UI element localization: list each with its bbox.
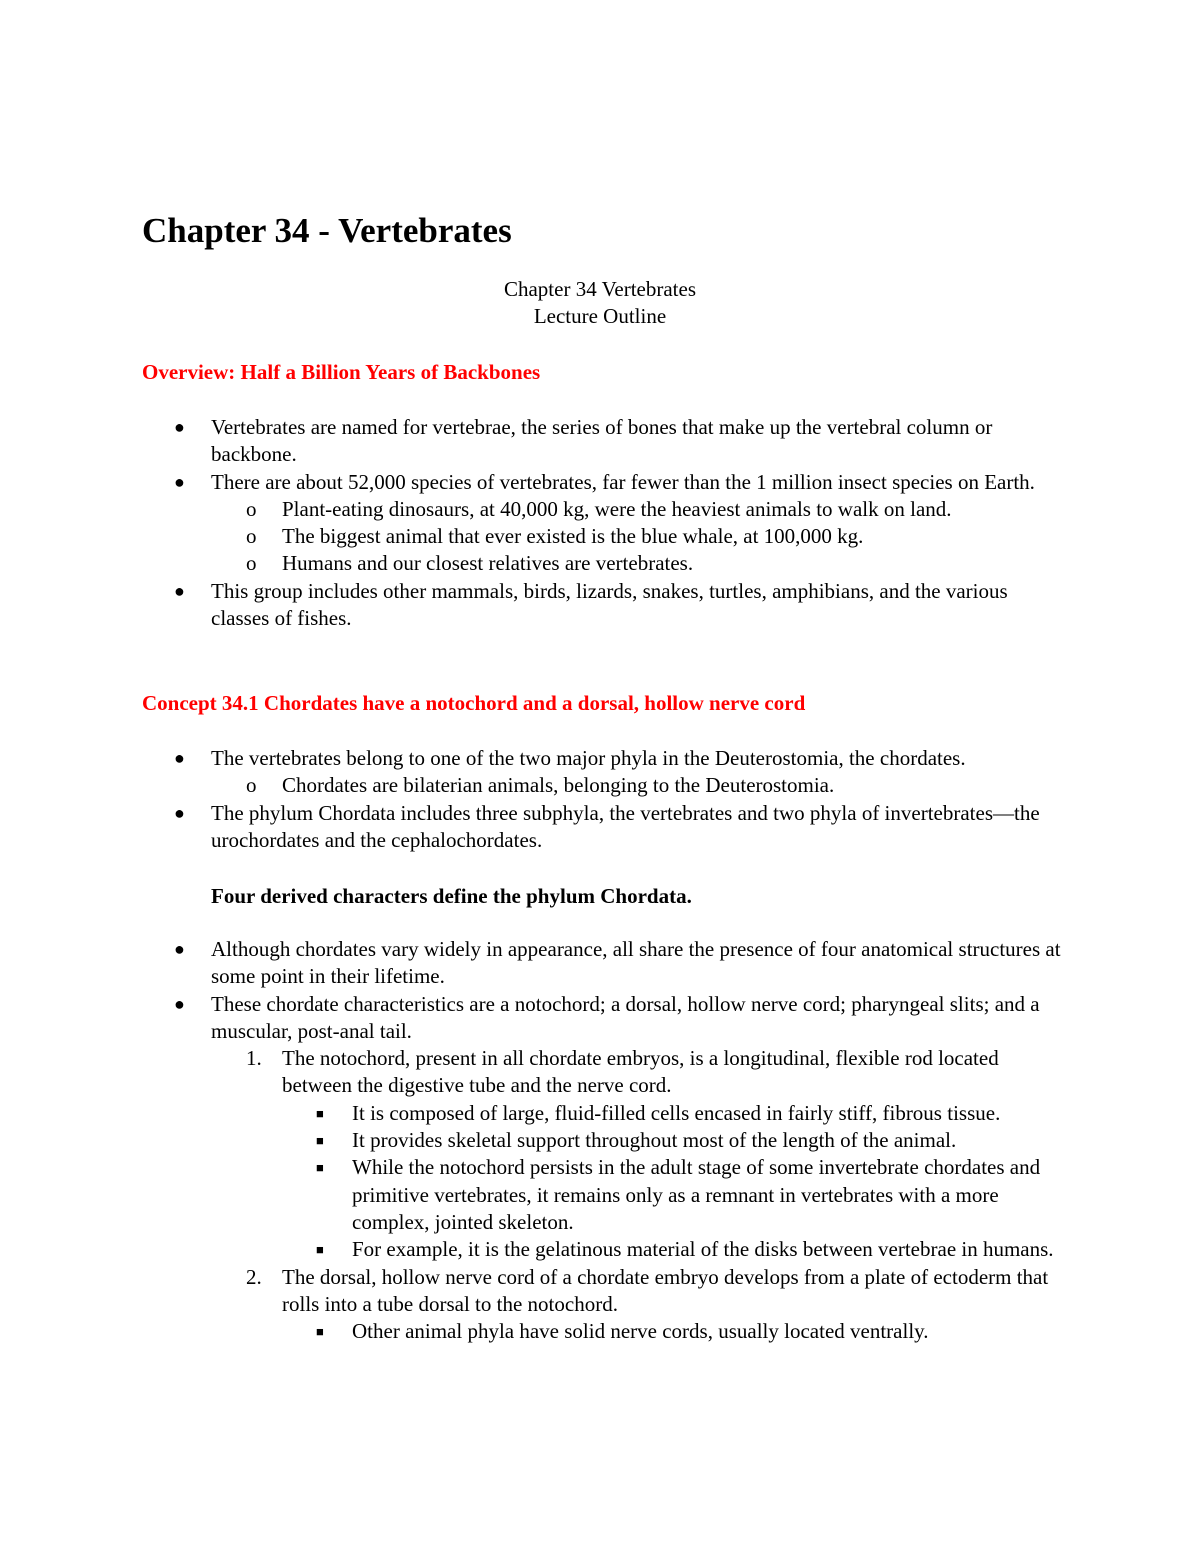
subtitle-block: [0, 276, 1200, 330]
list-item-text: The phylum Chordata includes three subphyla, the vertebrates and two phyla of invertebrates—the urochordates and the cephalochordates.: [211, 800, 1040, 852]
list-item: [0, 1127, 1072, 1154]
subtitle-line-2: Lecture Outline: [533, 304, 667, 328]
list-item: [0, 745, 1071, 772]
list-item-text: Vertebrates are named for vertebrae, the series of bones that make up the vertebral column or backbone.: [211, 415, 993, 467]
list-item: [0, 414, 1071, 469]
list-item: [0, 1100, 1072, 1127]
list-item: [0, 936, 1071, 991]
circle-bullet-icon: o: [246, 773, 257, 798]
list-item-text: For example, it is the gelatinous material of the disks between vertebrae in humans.: [352, 1237, 1054, 1262]
list-item: [0, 496, 1072, 523]
list-item-text: Humans and our closest relatives are vertebrates.: [282, 551, 694, 576]
square-bullet-icon: ■: [316, 1242, 324, 1258]
overview-heading: Overview: Half a Billion Years of Backbones: [142, 360, 541, 384]
bullet-icon: ●: [174, 580, 185, 601]
subtitle-line-1: Chapter 34 Vertebrates: [503, 277, 697, 301]
bullet-icon: ●: [174, 939, 185, 959]
document-title: Chapter 34 - Vertebrates: [142, 211, 512, 250]
overview-list: [0, 414, 1200, 632]
list-item: [0, 800, 1071, 855]
list-item-text: Although chordates vary widely in appearance, all share the presence of four anatomical structures at some point in their lifetime.: [211, 937, 1061, 989]
list-item: [0, 991, 1071, 1046]
list-item-text: It provides skeletal support throughout most of the length of the animal.: [352, 1128, 957, 1153]
bullet-icon: ●: [174, 748, 185, 768]
bullet-icon: ●: [174, 471, 185, 492]
list-item-text: Other animal phyla have solid nerve cords, usually located ventrally.: [352, 1319, 929, 1344]
list-item-text: The dorsal, hollow nerve cord of a chordate embryo develops from a plate of ectoderm that rolls into a tube dorsal to the notochord.: [282, 1264, 1049, 1316]
list-item-text: There are about 52,000 species of vertebrates, far fewer than the 1 million insect species on Earth.: [211, 469, 1035, 494]
list-item-text: While the notochord persists in the adult stage of some invertebrate chordates and primitive vertebrates, it remains only as a remnant in vertebrates with a more complex, jointed skeleton.: [352, 1155, 1041, 1234]
characters-list: [0, 936, 1200, 1345]
bullet-icon: ●: [174, 802, 185, 823]
circle-bullet-icon: o: [246, 524, 257, 549]
square-bullet-icon: ■: [316, 1160, 324, 1176]
circle-bullet-icon: o: [246, 551, 257, 576]
list-item-text: These chordate characteristics are a notochord; a dorsal, hollow nerve cord; pharyngeal slits; and a muscular, post-anal tail.: [211, 991, 1040, 1043]
section-subheading: Four derived characters define the phylum Chordata.: [211, 884, 692, 908]
square-bullet-icon: ■: [316, 1105, 324, 1121]
list-item: [0, 1154, 1072, 1236]
list-item-text: The vertebrates belong to one of the two major phyla in the Deuterostomia, the chordates.: [211, 746, 966, 770]
list-item-text: This group includes other mammals, birds, lizards, snakes, turtles, amphibians, and the various classes of fishes.: [211, 578, 1008, 631]
list-item-text: The biggest animal that ever existed is the blue whale, at 100,000 kg.: [282, 524, 864, 549]
list-number: 1.: [246, 1046, 262, 1071]
list-item: [0, 1264, 1072, 1319]
list-item: [0, 469, 1071, 496]
bullet-icon: ●: [174, 417, 185, 437]
square-bullet-icon: ■: [316, 1133, 324, 1149]
list-item: [0, 1318, 1072, 1345]
bullet-icon: ●: [174, 993, 185, 1014]
square-bullet-icon: ■: [316, 1324, 324, 1340]
list-item-text: It is composed of large, fluid-filled cells encased in fairly stiff, fibrous tissue.: [352, 1100, 1001, 1125]
list-item: [0, 523, 1072, 550]
list-item: [0, 1236, 1072, 1263]
list-item: [0, 550, 1072, 577]
concept-list: [0, 745, 1200, 854]
list-item-text: The notochord, present in all chordate embryos, is a longitudinal, flexible rod located between the digestive tube and the nerve cord.: [282, 1046, 999, 1098]
list-item-text: Plant-eating dinosaurs, at 40,000 kg, were the heaviest animals to walk on land.: [282, 496, 952, 521]
list-item: [0, 772, 1072, 799]
circle-bullet-icon: o: [246, 496, 257, 521]
list-item: [0, 578, 1071, 633]
list-item: [0, 1045, 1072, 1100]
concept-heading: Concept 34.1 Chordates have a notochord and a dorsal, hollow nerve cord: [142, 691, 806, 715]
list-number: 2.: [246, 1264, 262, 1289]
list-item-text: Chordates are bilaterian animals, belonging to the Deuterostomia.: [282, 773, 835, 798]
